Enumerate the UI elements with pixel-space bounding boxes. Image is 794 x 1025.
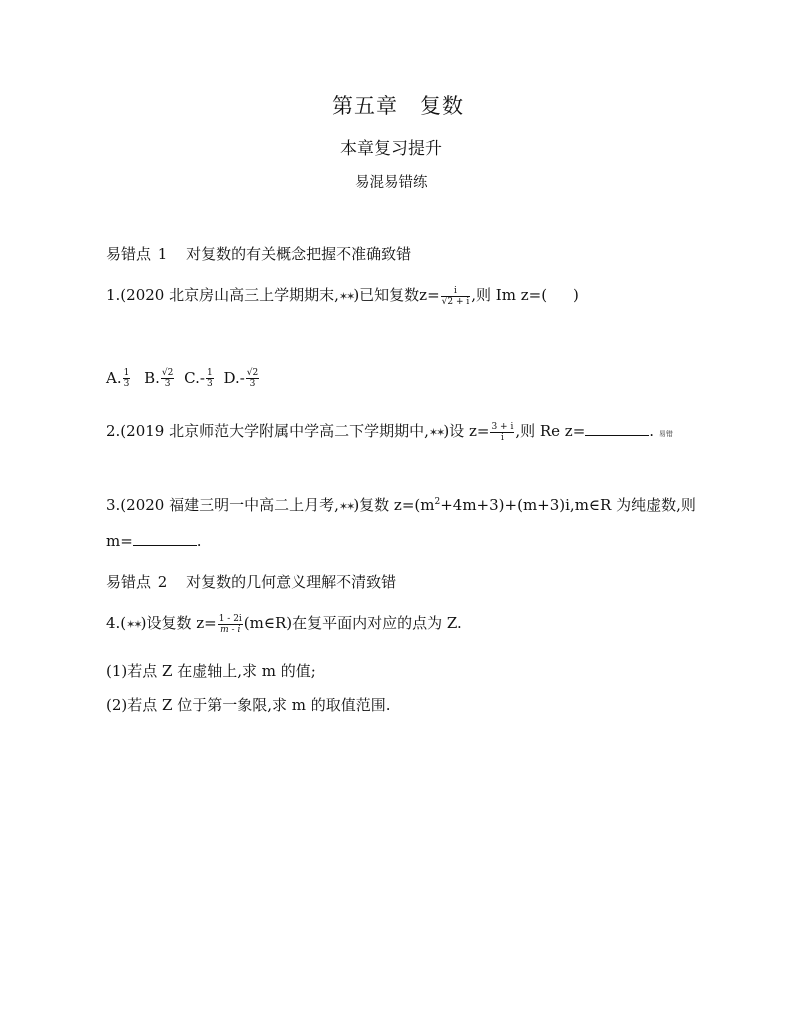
- star-rating-icon: ✶✶: [428, 425, 444, 439]
- question-1-options: [106, 368, 260, 389]
- q4-fraction: $\frac{1 - 2i}{m - i}$: [218, 613, 242, 635]
- question-2: 2.(2019 北京师范大学附属中学高二下学期期中,✶✶)设 z= $\frac{3 + i}{i}$ ,则 Re z= . 易错: [106, 421, 673, 443]
- question-4-part-1: (1)若点 Z 在虚轴上,求 m 的值;: [106, 662, 316, 680]
- error-point-text: 对复数的几何意义理解不清致错: [186, 573, 397, 591]
- error-tag: 易错: [658, 430, 673, 438]
- page-title: 第五章 复数: [332, 94, 464, 118]
- error-point-1-heading: [106, 243, 411, 264]
- error-point-number: 1: [157, 245, 168, 263]
- q1-source: 1.(2020 北京房山高三上学期期末,: [106, 286, 339, 304]
- q2-source: 2.(2019 北京师范大学附属中学高二下学期期中,: [106, 422, 429, 440]
- error-point-number: 2: [157, 573, 168, 591]
- option-d: D.- $\frac{√2}{3}$: [223, 368, 259, 389]
- section-title: 易混易错练: [355, 175, 428, 191]
- page-subtitle: 本章复习提升: [340, 139, 442, 159]
- option-b: B. $\frac{√2}{3}$: [144, 368, 174, 389]
- option-a: A. $\frac{1}{3}$: [106, 368, 130, 389]
- question-1: 1.(2020 北京房山高三上学期期末,✶✶)已知复数z= $\frac{i}{√2 + i}$ ,则 Im z=( ): [106, 285, 579, 307]
- q2-fraction: $\frac{3 + i}{i}$: [491, 421, 514, 443]
- answer-blank[interactable]: [585, 423, 649, 436]
- error-point-label: 易错点: [106, 573, 152, 591]
- option-c: C.- $\frac{1}{3}$: [184, 368, 213, 389]
- answer-blank[interactable]: [133, 533, 197, 546]
- star-rating-icon: ✶✶: [338, 499, 354, 513]
- error-point-text: 对复数的有关概念把握不准确致错: [186, 245, 412, 263]
- q1-fraction: $\frac{i}{√2 + i}$: [441, 285, 470, 307]
- q3-source: 3.(2020 福建三明一中高二上月考,: [106, 496, 339, 514]
- question-3: 3.(2020 福建三明一中高二上月考,✶✶)复数 $z=(m^2+4m+3)+(m+3)i,m\in R$ 为纯虚数,则: [106, 496, 696, 514]
- question-4-part-2: (2)若点 Z 位于第一象限,求 m 的取值范围.: [106, 696, 391, 714]
- question-3-answer: m= .: [106, 532, 202, 550]
- error-point-label: 易错点: [106, 245, 152, 263]
- error-point-2-heading: [106, 571, 396, 592]
- star-rating-icon: ✶✶: [338, 289, 354, 303]
- star-rating-icon: ✶✶: [126, 617, 141, 631]
- question-4: 4.(✶✶)设复数 z= $\frac{1 - 2i}{m - i}$ (m∈R)在复平面内对应的点为 Z.: [106, 613, 462, 635]
